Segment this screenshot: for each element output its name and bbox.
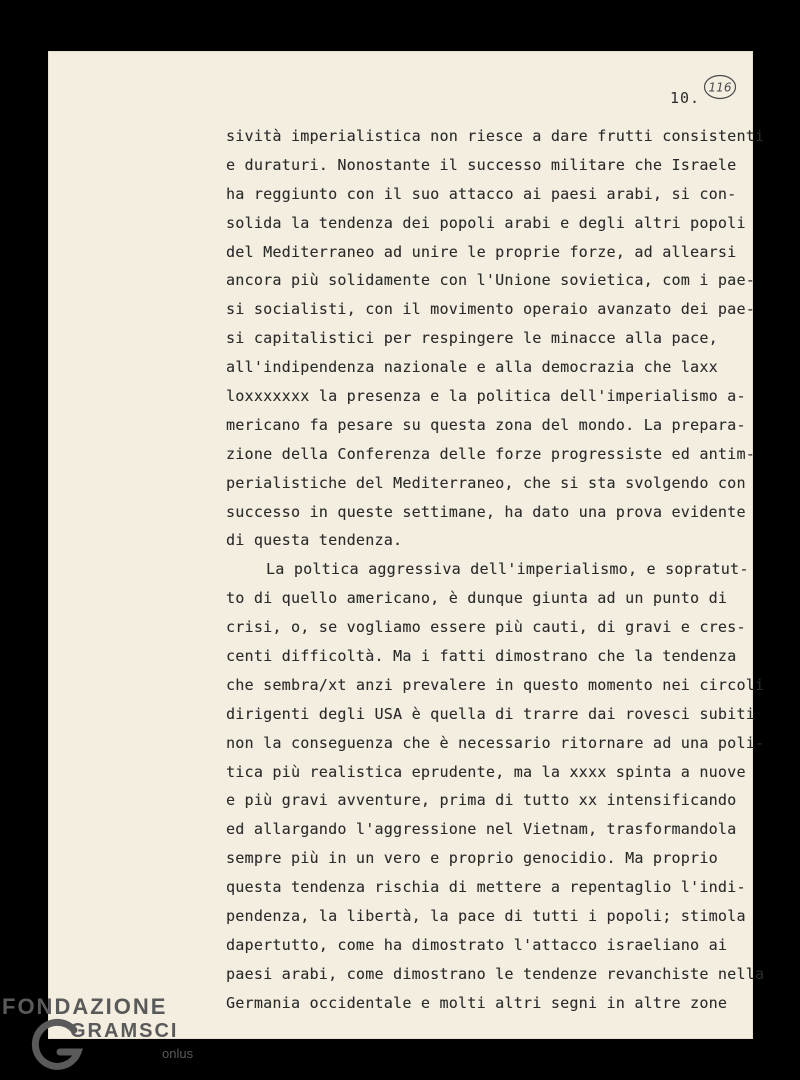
text-line: questa tendenza rischia di mettere a repentaglio l'indi- [226,878,746,897]
text-line: Germania occidentale e molti altri segni in altre zone [226,993,728,1012]
text-line: centi difficoltà. Ma i fatti dimostrano che la tendenza [226,647,737,666]
text-line: e più gravi avventure, prima di tutto xx intensificando [226,791,737,810]
document-page [48,51,765,1039]
text-line: loxxxxxxx la presenza e la politica dell'imperialismo a- [226,387,746,406]
watermark-line-3: onlus [162,1046,194,1061]
text-line: si socialisti, con il movimento operaio avanzato dei pae- [226,300,756,319]
text-line: sempre più in un vero e proprio genocidio. Ma proprio [226,849,718,868]
text-line: tica più realistica eprudente, ma la xxxx spinta a nuove [226,762,746,781]
text-line: dapertutto, come ha dimostrato l'attacco israeliano ai [226,935,728,954]
text-line: ha reggiunto con il suo attacco ai paesi arabi, si con- [226,184,737,203]
watermark-line-1: FONDAZIONE [2,994,168,1019]
text-line: solida la tendenza dei popoli arabi e degli altri popoli [226,213,746,232]
typed-text [226,122,765,1018]
text-line: all'indipendenza nazionale e alla democrazia che laxx [226,358,718,377]
text-line: ancora più solidamente con l'Unione sovietica, com i pae- [226,271,756,290]
page-number: 10. [670,89,701,107]
text-line: si capitalistici per respingere le minacce alla pace, [226,329,718,348]
text-line: perialistiche del Mediterraneo, che si sta svolgendo con [226,473,746,492]
text-line: zione della Conferenza delle forze progressiste ed antim- [226,444,756,463]
archive-number-stamp [703,74,737,100]
text-line: crisi, o, se vogliamo essere più cauti, di gravi e cres- [226,618,746,637]
text-line: dirigenti degli USA è quella di trarre dai rovesci subiti [226,704,756,723]
text-line: e duraturi. Nonostante il successo militare che Israele [226,155,737,174]
text-line: del Mediterraneo ad unire le proprie forze, ad allearsi [226,242,737,261]
archive-number-text: 116 [708,80,732,95]
paragraph-start-line: La poltica aggressiva dell'imperialismo, e sopratut- [266,560,749,579]
text-line: non la conseguenza che è necessario ritornare ad una poli- [226,733,765,752]
fondazione-gramsci-watermark [0,988,210,1080]
text-line: di questa tendenza. [226,531,403,550]
text-line: mericano fa pesare su questa zona del mondo. La prepara- [226,415,746,434]
text-line: to di quello americano, è dunque giunta ad un punto di [226,589,728,608]
text-line: sività imperialistica non riesce a dare frutti consistenti [226,127,765,145]
text-line: ed allargando l'aggressione nel Vietnam, trasformandola [226,820,737,839]
text-line: paesi arabi, come dimostrano le tendenze revanchiste nella [226,964,765,983]
text-line: successo in queste settimane, ha dato una prova evidente [226,502,746,521]
text-line: che sembra/xt anzi prevalere in questo momento nei circoli [226,675,765,694]
watermark-line-2: GRAMSCI [70,1020,179,1042]
text-line: pendenza, la libertà, la pace di tutti i popoli; stimola [226,907,746,926]
